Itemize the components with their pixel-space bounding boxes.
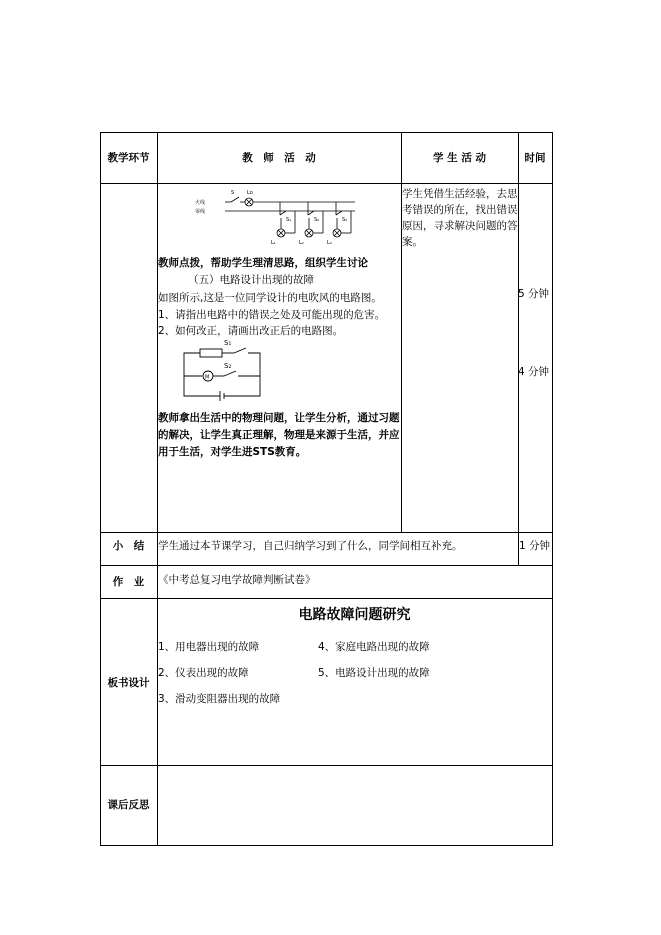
student-activity-text: 学生凭借生活经验，去思考错误的所在，找出错误原因，寻求解决问题的答案。 [402,188,518,248]
table-border-right [552,132,553,846]
board-item-1: 1、用电器出现的故障 [158,641,260,653]
homework-text: 《中考总复习电学故障判断试卷》 [158,574,316,586]
switch-s1-label: S₁ [286,217,292,223]
student-col-divider [518,132,519,566]
board-item-4: 4、家庭电路出现的故障 [318,641,430,653]
reflection-label: 课后反思 [107,799,150,811]
lamp-l1-label: L₁ [271,240,276,246]
switch-s2-label: S₂ [224,362,232,370]
table-border-bottom [100,845,553,846]
main-switch-label: S [231,190,235,196]
main-row-divider [100,532,553,533]
header-section: 教学环节 [107,152,150,164]
motor-label: M [205,374,210,381]
header-row-divider [100,183,553,184]
switch-s3-label: S₃ [342,217,348,223]
question-intro: 如图所示,这是一位同学设计的电吹风的电路图。 [158,292,382,304]
time-four-minutes: 4 分钟 [518,366,550,378]
question-2: 2、如何改正，请画出改正后的电路图。 [158,325,344,337]
section-col-divider [157,132,158,846]
board-item-5: 5、电路设计出现的故障 [318,667,430,679]
time-five-minutes: 5 分钟 [518,288,550,300]
board-title: 电路故障问题研究 [298,607,411,623]
teacher-guidance-heading: 教师点拨，帮助学生理清思路，组织学生讨论 [158,257,368,269]
summary-row-divider [100,565,553,566]
switch-s1-label: S₁ [224,339,232,347]
summary-label: 小 结 [112,540,145,552]
section-five-title: （五）电路设计出现的故障 [188,274,314,286]
table-border-top [100,132,553,133]
board-row-divider [100,765,553,766]
header-teacher-activity: 教 师 活 动 [242,152,316,164]
board-design-label: 板书设计 [107,677,150,689]
homework-row-divider [100,598,553,599]
board-item-2: 2、仪表出现的故障 [158,667,249,679]
header-student-activity: 学 生 活 动 [433,152,486,164]
main-lamp-label: Lo [247,190,253,196]
header-time: 时间 [524,152,546,164]
live-wire-label: 火线 [195,200,206,206]
hair-dryer-circuit-diagram [172,340,272,402]
switch-s2-label: S₂ [314,217,320,223]
lamp-l2-label: L₂ [299,240,304,246]
question-1: 1、请指出电路中的错误之处及可能出现的危害。 [158,309,386,321]
household-circuit-diagram [185,186,365,248]
summary-time: 1 分钟 [519,540,551,552]
neutral-wire-label: 零线 [195,209,206,215]
homework-label: 作 业 [112,576,145,588]
lamp-l3-label: L₃ [327,240,332,246]
table-border-left [100,132,101,846]
teacher-sts-paragraph: 教师拿出生活中的物理问题，让学生分析，通过习题的解决，让学生真正理解，物理是来源于生活，并应用于生活，对学生进STS教育。 [158,412,400,458]
board-item-3: 3、滑动变阻器出现的故障 [158,693,281,705]
summary-text: 学生通过本节课学习，自己归纳学习到了什么，同学间相互补充。 [158,540,463,552]
